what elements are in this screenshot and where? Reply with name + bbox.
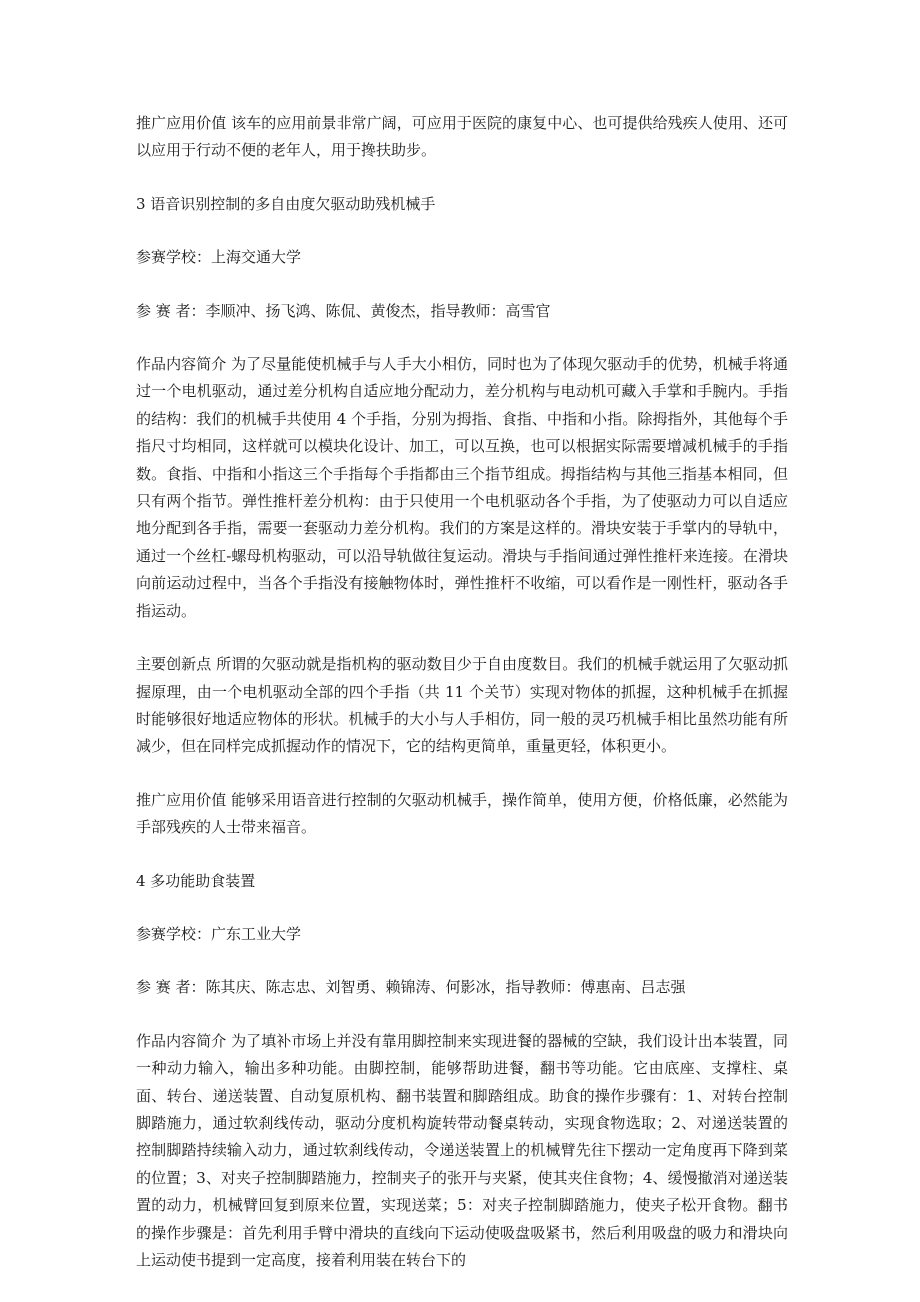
participating-school-3: 参赛学校：上海交通大学 [136,248,302,267]
innovation-points-3: 主要创新点 所谓的欠驱动就是指机构的驱动数目少于自由度数目。我们的机械手就运用了欠驱动抓握原理，由一个电机驱动全部的四个手指（共 11 个关节）实现对物体的抓握，这种机械手在抓握时能够很好地适应物体的形状。机械手的大小与人手相仿，同一般的灵巧机械手相比虽然功能有所减少，但在同样完成抓握动作的情况下，它的结构更简单，重量更轻，体积更小。 [136,655,788,756]
section-heading-4: 4 多功能助食装置 [136,871,256,890]
document-body [136,110,788,1274]
participants-3: 参 赛 者：李顺冲、扬飞鸿、陈侃、黄俊杰，指导教师：高雪官 [136,301,551,320]
paragraph-promotion-value-1: 推广应用价值 该车的应用前景非常广阔，可应用于医院的康复中心、也可提供给残疾人使用、还可以应用于行动不便的老年人，用于搀扶助步。 [136,114,788,160]
participating-school-4: 参赛学校：广东工业大学 [136,924,302,943]
section-heading-3: 3 语音识别控制的多自由度欠驱动助残机械手 [136,194,436,213]
promotion-value-3: 推广应用价值 能够采用语音进行控制的欠驱动机械手，操作简单，使用方便，价格低廉，必然能为手部残疾的人士带来福音。 [136,790,788,837]
work-summary-4: 作品内容简介 为了填补市场上并没有靠用脚控制来实现进餐的器械的空缺，我们设计出本装置，同一种动力输入，输出多种功能。由脚控制，能够帮助进餐，翻书等功能。它由底座、支撑柱、桌面、转台、递送装置、自动复原机构、翻书装置和脚踏组成。助食的操作步骤有：1、对转台控制脚踏施力，通过软刹线传动，驱动分度机构旋转带动餐桌转动，实现食物选取；2、对递送装置的控制脚踏持续输入动力，通过软刹线传动，令递送装置上的机械臂先往下摆动一定角度再下降到菜的位置；3、对夹子控制脚踏施力，控制夹子的张开与夹紧，使其夹住食物；4、缓慢撤消对递送装置的动力，机械臂回复到原来位置，实现送菜；5：对夹子控制脚踏施力，使夹子松开食物。翻书的操作步骤是：首先利用手臂中滑块的直线向下运动使吸盘吸紧书，然后利用吸盘的吸力和滑块向上运动使书提到一定高度，接着利用装在转台下的 [136,1031,788,1269]
participants-4: 参 赛 者：陈其庆、陈志忠、刘智勇、赖锦涛、何影冰，指导教师：傅惠南、吕志强 [136,978,686,997]
work-summary-3: 作品内容简介 为了尽量能使机械手与人手大小相仿，同时也为了体现欠驱动手的优势，机械手将通过一个电机驱动，通过差分机构自适应地分配动力，差分机构与电动机可藏入手掌和手腕内。手指的结构：我们的机械手共使用 4 个手指，分别为拇指、食指、中指和小指。除拇指外，其他每个手指尺寸均相同，这样就可以模块化设计、加工，可以互换，也可以根据实际需要增减机械手的手指数。食指、中指和小指这三个手指每个手指都由三个指节组成。拇指结构与其他三指基本相同，但只有两个指节。弹性推杆差分机构：由于只使用一个电机驱动各个手指，为了使驱动力可以自适应地分配到各手指，需要一套驱动力差分机构。我们的方案是这样的。滑块安装于手掌内的导轨中，通过一个丝杠-螺母机构驱动，可以沿导轨做往复运动。滑块与手指间通过弹性推杆来连接。在滑块向前运动过程中，当各个手指没有接触物体时，弹性推杆不收缩，可以看作是一刚性杆，驱动各手指运动。 [136,355,788,620]
